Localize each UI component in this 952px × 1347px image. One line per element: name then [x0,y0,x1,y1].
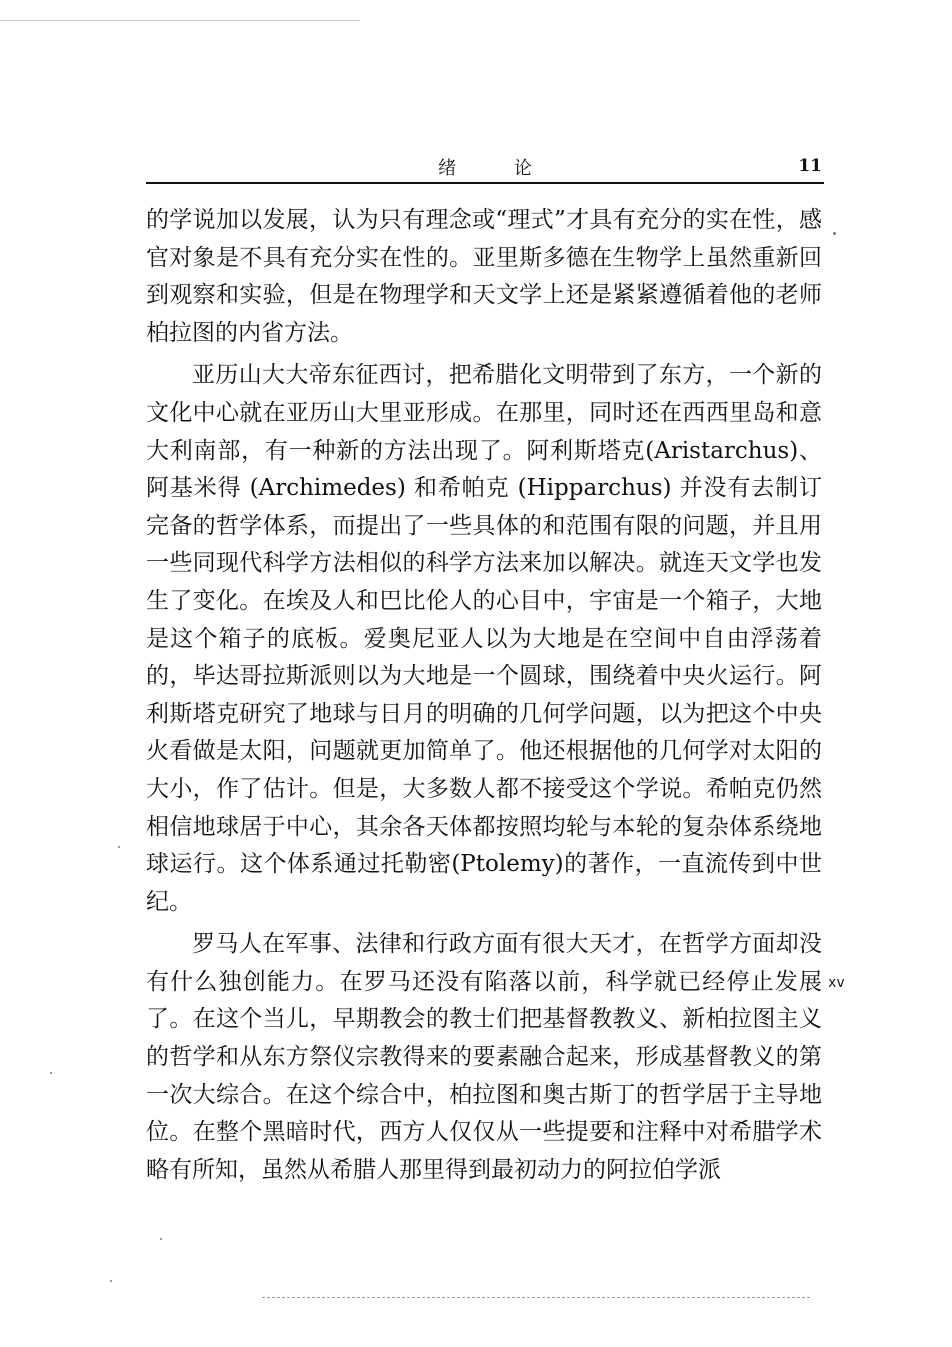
scan-speck [110,1280,112,1282]
scan-edge-line-bottom [262,1297,810,1298]
page-number: 11 [798,156,822,176]
header-rule [146,182,824,184]
running-head [146,150,824,184]
paragraph-continued: 的学说加以发展，认为只有理念或“理式”才具有充分的实在性，感官对象是不具有充分实在性的。亚里斯多德在生物学上虽然重新回到观察和实验，但是在物理学和天文学上还是紧紧遵循着他的老师柏拉图的内省方法。 [146,207,822,346]
running-title: 绪 论 [438,158,558,179]
body-text [146,202,822,1189]
scan-speck [160,1238,162,1240]
paragraph-rome: 罗马人在军事、法律和行政方面有很大天才，在哲学方面却没有什么独创能力。在罗马还没有陷落以前，科学就已经停止发展了。在这个当儿，早期教会的教士们把基督教教义、新柏拉图主义的哲学和从东方祭仪宗教得来的要素融合起来，形成基督教义的第一次大综合。在这个综合中，柏拉图和奥古斯丁的哲学居于主导地位。在整个黑暗时代，西方人仅仅从一些提要和注释中对希腊学术略有所知，虽然从希腊人那里得到最初动力的阿拉伯学派 [146,931,822,1183]
paragraph-alexandria: 亚历山大大帝东征西讨，把希腊化文明带到了东方，一个新的文化中心就在亚历山大里亚形成。在那里，同时还在西西里岛和意大利南部，有一种新的方法出现了。阿利斯塔克(Aristarchus)、阿基米得 (Archimedes) 和希帕克 (Hipparchus) 并没有去制订完备的哲学体系，而提出了一些具体的和范围有限的问题，并且用一些同现代科学方法相似的科学方法来加以解决。就连天文学也发生了变化。在埃及人和巴比伦人的心目中，宇宙是一个箱子，大地是这个箱子的底板。爱奥尼亚人以为大地是在空间中自由浮荡着的，毕达哥拉斯派则以为大地是一个圆球，围绕着中央火运行。阿利斯塔克研究了地球与日月的明确的几何学问题，以为把这个中央火看做是太阳，问题就更加简单了。他还根据他的几何学对太阳的大小，作了估计。但是，大多数人都不接受这个学说。希帕克仍然相信地球居于中心，其余各天体都按照均轮与本轮的复杂体系绕地球运行。这个体系通过托勒密(Ptolemy)的著作，一直流传到中世纪。 [146,362,822,915]
scan-speck [833,232,836,235]
scan-speck [50,1072,52,1074]
scan-speck [118,846,120,848]
margin-page-marker: xv [828,975,845,991]
scan-edge-line [0,20,360,21]
